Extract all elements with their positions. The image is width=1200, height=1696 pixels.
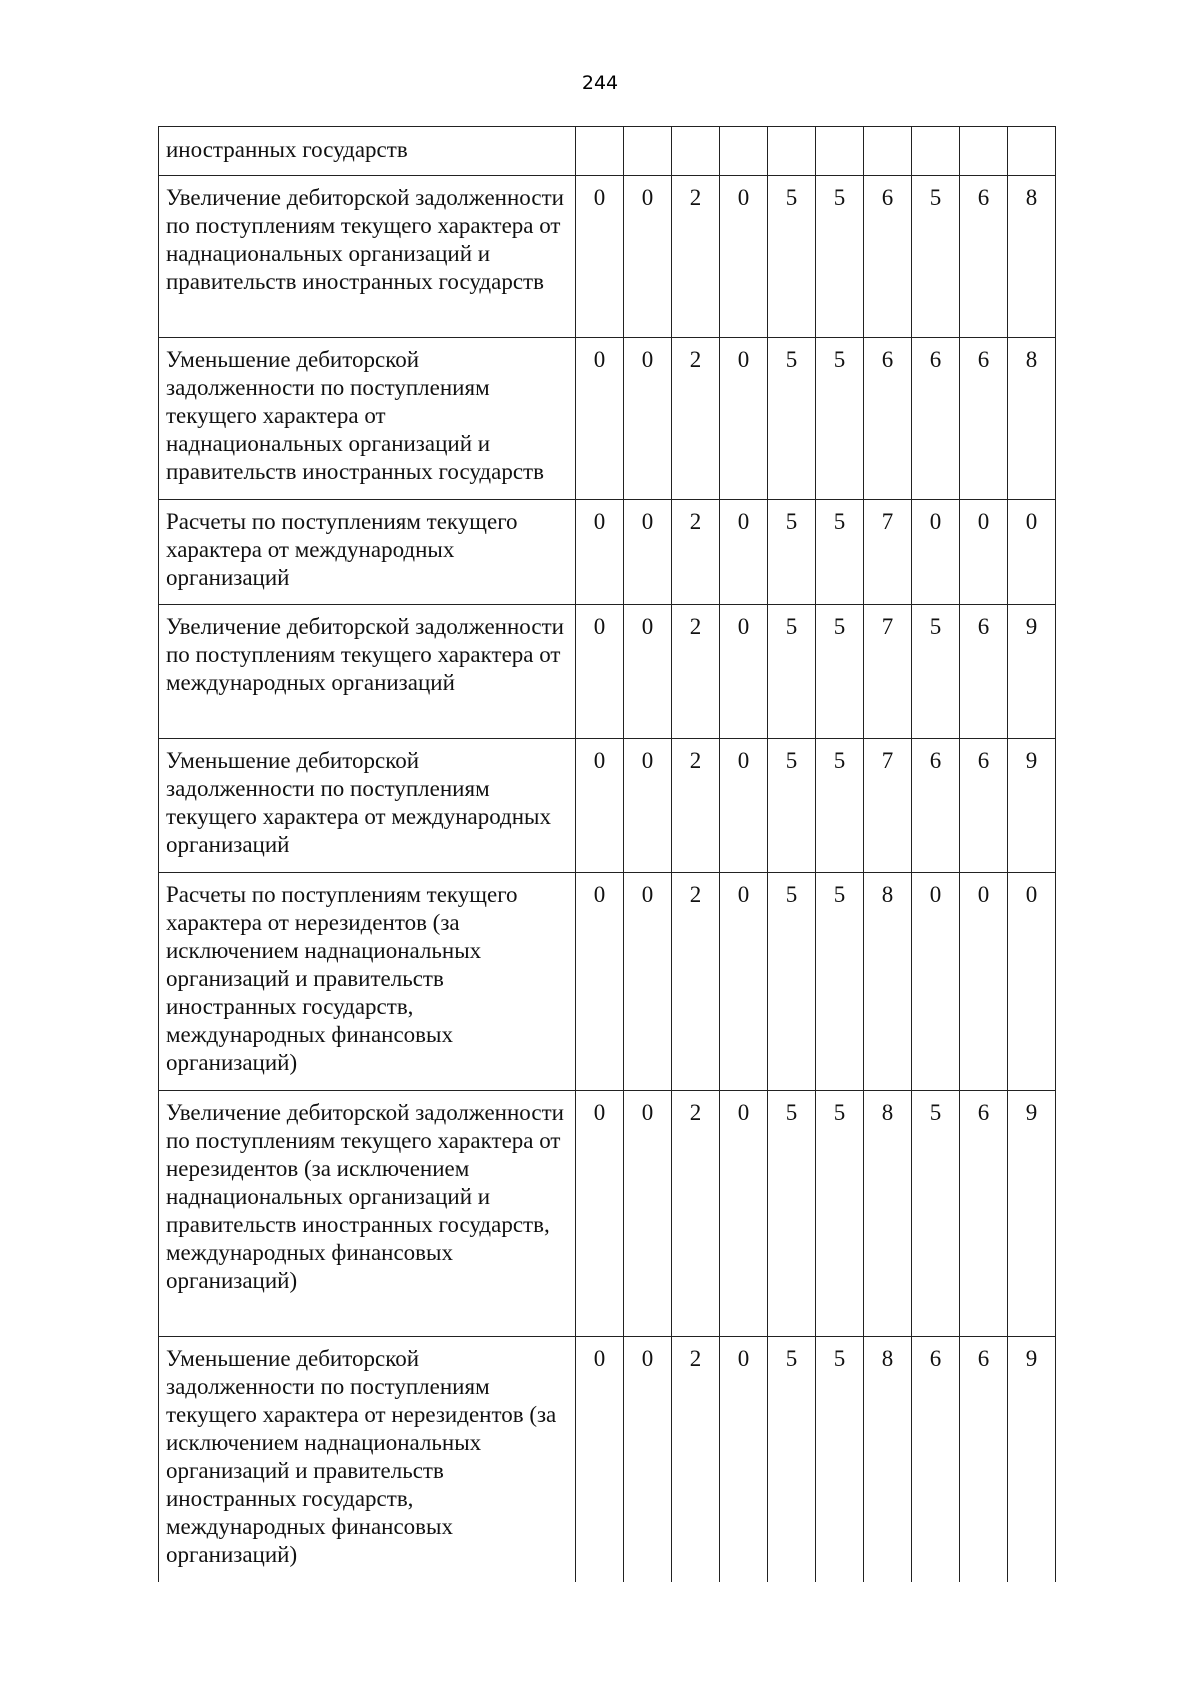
code-digit: 5 bbox=[768, 739, 816, 873]
code-digit: 0 bbox=[624, 176, 672, 338]
code-digit: 0 bbox=[576, 873, 624, 1091]
code-digit: 8 bbox=[864, 873, 912, 1091]
code-digit: 2 bbox=[672, 739, 720, 873]
code-digit: 6 bbox=[912, 739, 960, 873]
code-digit: 6 bbox=[864, 338, 912, 500]
row-label: Увеличение дебиторской задолженности по поступлениям текущего характера от нерезидентов (за исключением наднациональных организаций и правительств иностранных государств, международных финансовых организаций) bbox=[159, 1091, 576, 1337]
code-digit: 7 bbox=[864, 739, 912, 873]
code-digit: 0 bbox=[1008, 500, 1056, 605]
code-digit bbox=[672, 127, 720, 176]
code-digit: 5 bbox=[816, 338, 864, 500]
code-digit: 0 bbox=[960, 873, 1008, 1091]
code-digit: 0 bbox=[624, 500, 672, 605]
table-row bbox=[159, 605, 1056, 739]
code-digit: 2 bbox=[672, 873, 720, 1091]
code-digit: 6 bbox=[912, 338, 960, 500]
code-digit: 6 bbox=[912, 1337, 960, 1582]
row-label: Уменьшение дебиторской задолженности по поступлениям текущего характера от международных организаций bbox=[159, 739, 576, 873]
code-digit: 5 bbox=[816, 873, 864, 1091]
code-digit: 5 bbox=[816, 176, 864, 338]
code-digit: 0 bbox=[720, 1337, 768, 1582]
code-digit: 0 bbox=[576, 500, 624, 605]
code-digit: 2 bbox=[672, 1091, 720, 1337]
code-digit: 5 bbox=[816, 605, 864, 739]
code-digit: 2 bbox=[672, 605, 720, 739]
code-digit bbox=[1008, 127, 1056, 176]
code-digit: 2 bbox=[672, 1337, 720, 1582]
code-digit: 0 bbox=[624, 1337, 672, 1582]
page-number: 244 bbox=[581, 72, 619, 94]
row-label: Расчеты по поступлениям текущего характера от нерезидентов (за исключением наднациональных организаций и правительств иностранных государств, международных финансовых организаций) bbox=[159, 873, 576, 1091]
code-digit: 0 bbox=[624, 1091, 672, 1337]
table-row bbox=[159, 127, 1056, 176]
code-digit: 5 bbox=[768, 873, 816, 1091]
table-row bbox=[159, 500, 1056, 605]
code-digit: 5 bbox=[768, 605, 816, 739]
table-row bbox=[159, 739, 1056, 873]
row-label: иностранных государств bbox=[159, 127, 576, 176]
code-digit: 2 bbox=[672, 338, 720, 500]
code-digit: 5 bbox=[816, 1091, 864, 1337]
table-body bbox=[159, 127, 1056, 1582]
code-digit bbox=[816, 127, 864, 176]
code-digit: 0 bbox=[576, 605, 624, 739]
code-digit: 7 bbox=[864, 605, 912, 739]
code-digit: 6 bbox=[864, 176, 912, 338]
table-row bbox=[159, 176, 1056, 338]
code-digit: 0 bbox=[720, 176, 768, 338]
code-digit: 9 bbox=[1008, 1337, 1056, 1582]
code-digit: 9 bbox=[1008, 1091, 1056, 1337]
code-digit: 6 bbox=[960, 176, 1008, 338]
code-digit: 0 bbox=[1008, 873, 1056, 1091]
code-digit: 0 bbox=[960, 500, 1008, 605]
code-digit: 0 bbox=[912, 500, 960, 605]
account-codes-table bbox=[158, 126, 1056, 1582]
code-digit: 0 bbox=[720, 873, 768, 1091]
code-digit: 2 bbox=[672, 500, 720, 605]
code-digit: 5 bbox=[768, 176, 816, 338]
code-digit: 0 bbox=[624, 338, 672, 500]
code-digit: 0 bbox=[576, 1337, 624, 1582]
code-digit: 6 bbox=[960, 739, 1008, 873]
code-digit: 0 bbox=[576, 176, 624, 338]
code-digit: 0 bbox=[912, 873, 960, 1091]
table-row bbox=[159, 338, 1056, 500]
row-label: Уменьшение дебиторской задолженности по поступлениям текущего характера от наднациональных организаций и правительств иностранных государств bbox=[159, 338, 576, 500]
row-label: Уменьшение дебиторской задолженности по поступлениям текущего характера от нерезидентов (за исключением наднациональных организаций и правительств иностранных государств, международных финансовых организаций) bbox=[159, 1337, 576, 1582]
code-digit: 0 bbox=[576, 338, 624, 500]
code-digit bbox=[576, 127, 624, 176]
code-digit: 5 bbox=[816, 500, 864, 605]
code-digit bbox=[960, 127, 1008, 176]
code-digit: 8 bbox=[1008, 176, 1056, 338]
code-digit: 5 bbox=[816, 1337, 864, 1582]
code-digit: 0 bbox=[720, 500, 768, 605]
code-digit bbox=[720, 127, 768, 176]
code-digit: 5 bbox=[768, 500, 816, 605]
code-digit: 0 bbox=[624, 605, 672, 739]
row-label: Увеличение дебиторской задолженности по поступлениям текущего характера от наднациональных организаций и правительств иностранных государств bbox=[159, 176, 576, 338]
code-digit: 6 bbox=[960, 1337, 1008, 1582]
row-label: Расчеты по поступлениям текущего характера от международных организаций bbox=[159, 500, 576, 605]
code-digit: 5 bbox=[912, 1091, 960, 1337]
code-digit: 5 bbox=[816, 739, 864, 873]
code-digit: 8 bbox=[864, 1337, 912, 1582]
code-digit: 9 bbox=[1008, 605, 1056, 739]
table-row bbox=[159, 873, 1056, 1091]
code-digit: 0 bbox=[576, 1091, 624, 1337]
code-digit: 2 bbox=[672, 176, 720, 338]
code-digit: 5 bbox=[912, 605, 960, 739]
code-digit: 9 bbox=[1008, 739, 1056, 873]
table-row bbox=[159, 1337, 1056, 1582]
code-digit bbox=[768, 127, 816, 176]
code-digit: 6 bbox=[960, 605, 1008, 739]
code-digit bbox=[864, 127, 912, 176]
code-digit bbox=[624, 127, 672, 176]
code-digit bbox=[912, 127, 960, 176]
code-digit: 5 bbox=[768, 1337, 816, 1582]
code-digit: 0 bbox=[720, 605, 768, 739]
code-digit: 0 bbox=[624, 873, 672, 1091]
code-digit: 5 bbox=[768, 1091, 816, 1337]
code-digit: 6 bbox=[960, 338, 1008, 500]
code-digit: 8 bbox=[864, 1091, 912, 1337]
code-digit: 0 bbox=[576, 739, 624, 873]
table-row bbox=[159, 1091, 1056, 1337]
code-digit: 5 bbox=[912, 176, 960, 338]
code-digit: 0 bbox=[720, 739, 768, 873]
code-digit: 0 bbox=[720, 1091, 768, 1337]
code-digit: 6 bbox=[960, 1091, 1008, 1337]
code-digit: 8 bbox=[1008, 338, 1056, 500]
row-label: Увеличение дебиторской задолженности по поступлениям текущего характера от международных организаций bbox=[159, 605, 576, 739]
code-digit: 7 bbox=[864, 500, 912, 605]
code-digit: 0 bbox=[624, 739, 672, 873]
code-digit: 0 bbox=[720, 338, 768, 500]
code-digit: 5 bbox=[768, 338, 816, 500]
